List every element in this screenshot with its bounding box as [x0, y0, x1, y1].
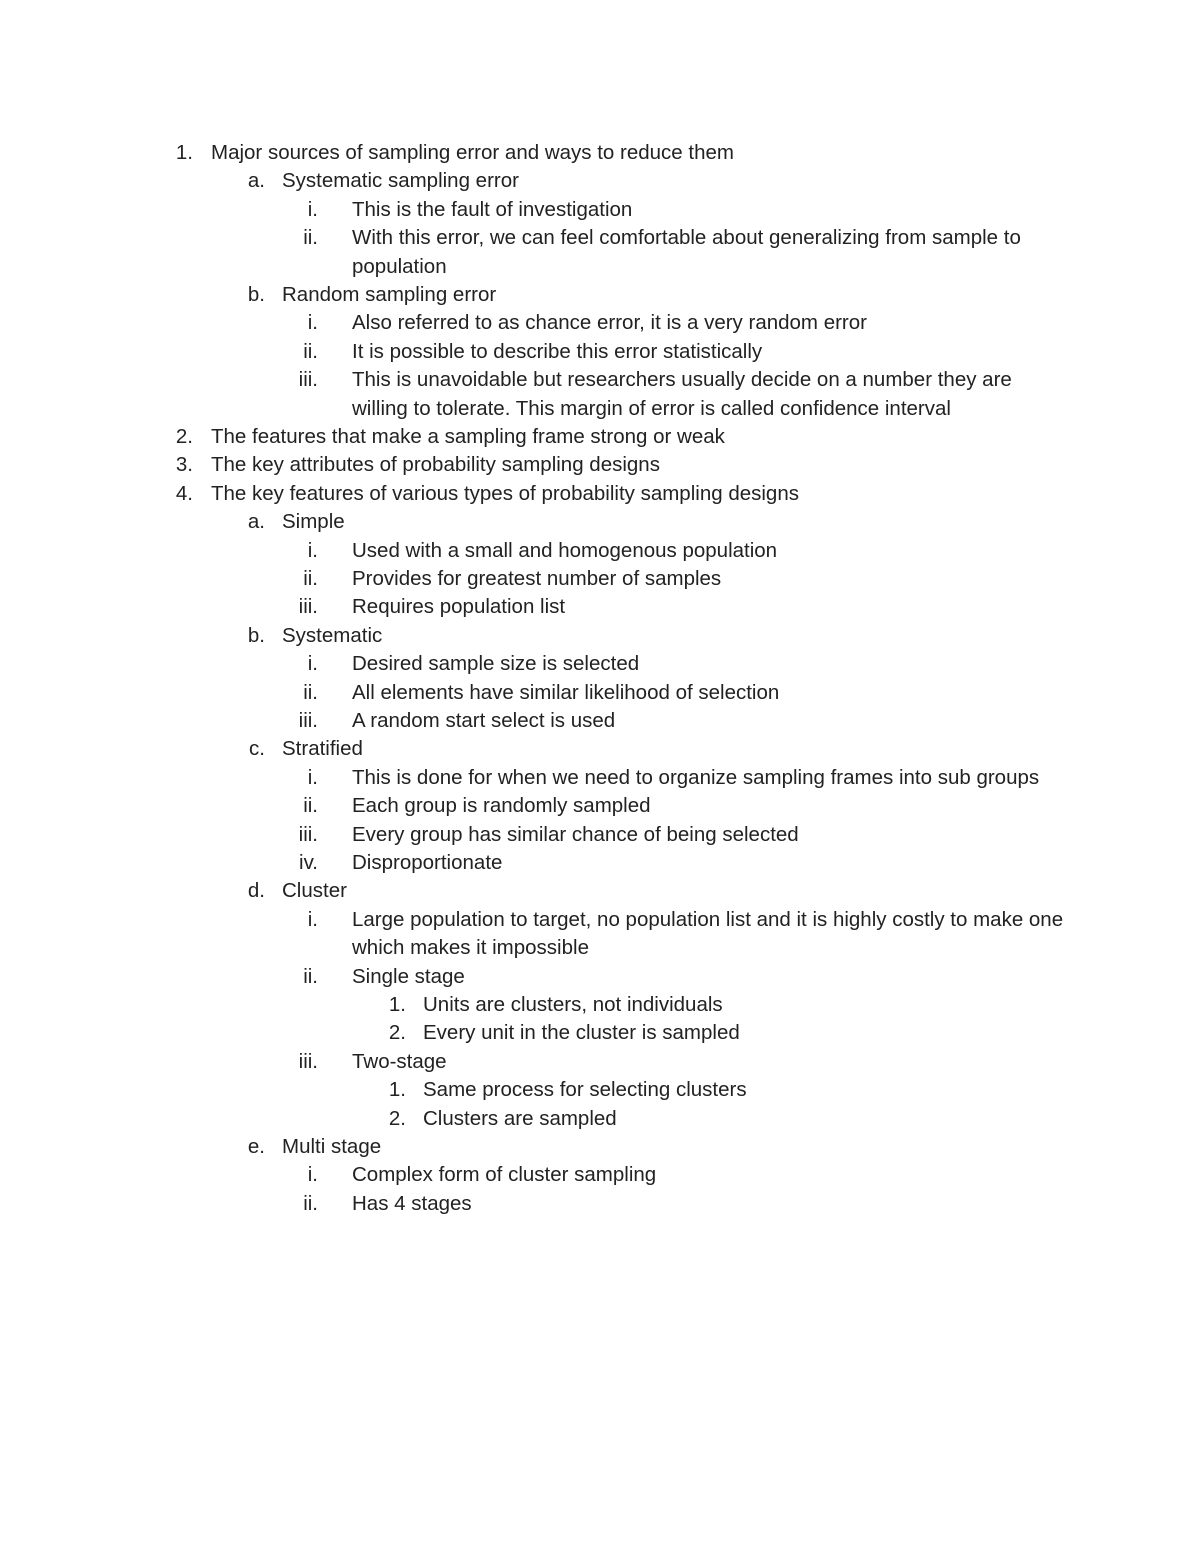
outline-item-level-3	[0, 309, 1200, 337]
list-item-text: Disproportionate	[352, 851, 503, 874]
list-marker: d.	[247, 879, 265, 903]
list-item-text: Systematic	[282, 623, 383, 647]
list-item-text: This is done for when we need to organize sampling frames into sub groups	[352, 765, 1040, 789]
list-item-text: This is the fault of investigation	[352, 197, 633, 221]
list-item-text: Also referred to as chance error, it is a very random error	[352, 311, 867, 335]
outline-item-level-3	[0, 196, 1200, 224]
outline-item-level-3	[0, 707, 1200, 735]
outline-item-level-3	[0, 679, 1200, 707]
list-marker: 1.	[388, 993, 406, 1016]
list-marker: i.	[307, 652, 318, 676]
list-marker: iii.	[298, 368, 318, 392]
list-item-text: Systematic sampling error	[282, 169, 519, 193]
list-item-text: Complex form of cluster sampling	[352, 1163, 657, 1187]
outline-item-level-2	[0, 1133, 1200, 1161]
list-marker: 3.	[175, 453, 193, 477]
list-marker: e.	[247, 1135, 265, 1158]
list-marker: ii.	[303, 680, 318, 704]
list-marker: a.	[247, 510, 265, 534]
list-item-text: The key features of various types of probability sampling designs	[211, 481, 799, 505]
list-item-text: Every unit in the cluster is sampled	[423, 1021, 740, 1045]
list-item-text: Two-stage	[352, 1049, 447, 1073]
outline-item-level-3	[0, 650, 1200, 678]
list-item-text: Each group is randomly sampled	[352, 794, 651, 818]
list-item-text: Major sources of sampling error and ways to reduce them	[211, 141, 734, 164]
list-item-text: This is unavoidable but researchers usually decide on a number they are willing to tolerate. This margin of error is called confidence interval	[352, 368, 1012, 420]
list-marker: ii.	[303, 1191, 318, 1215]
outline-item-level-1	[0, 139, 1200, 167]
list-marker: 1.	[388, 1078, 406, 1102]
list-marker: i.	[307, 538, 318, 562]
outline-item-level-1	[0, 423, 1200, 451]
list-marker: ii.	[303, 339, 318, 363]
list-marker: iv.	[299, 851, 318, 874]
outline-item-level-2	[0, 508, 1200, 536]
list-marker: a.	[247, 169, 265, 193]
list-item-text: Same process for selecting clusters	[423, 1078, 747, 1102]
outline-item-level-4	[0, 1076, 1200, 1104]
list-marker: i.	[307, 1163, 318, 1187]
list-item-text: The features that make a sampling frame strong or weak	[211, 425, 725, 448]
outline-item-level-2	[0, 877, 1200, 905]
list-marker: ii.	[303, 226, 318, 250]
list-marker: 2.	[388, 1021, 406, 1045]
list-marker: iii.	[298, 822, 318, 846]
outline-item-level-1	[0, 451, 1200, 479]
list-item-text: Desired sample size is selected	[352, 652, 640, 676]
outline-item-level-4	[0, 1105, 1200, 1133]
list-item-text: Multi stage	[282, 1135, 382, 1158]
list-item-text: Clusters are sampled	[423, 1106, 617, 1130]
list-item-text: A random start select is used	[352, 709, 616, 732]
list-marker: i.	[307, 197, 318, 221]
outline-item-level-3	[0, 1190, 1200, 1218]
outline-item-level-4	[0, 991, 1200, 1019]
list-item-text: Cluster	[282, 879, 347, 903]
list-item-text: All elements have similar likelihood of selection	[352, 680, 780, 704]
list-item-text: It is possible to describe this error statistically	[352, 339, 763, 363]
list-item-text: Single stage	[352, 964, 465, 988]
list-marker: i.	[307, 907, 318, 931]
outline-item-level-2	[0, 622, 1200, 650]
outline-item-level-2	[0, 281, 1200, 309]
outline-item-level-1	[0, 480, 1200, 508]
outline-item-level-3	[0, 1048, 1200, 1076]
outline-item-level-3	[0, 593, 1200, 621]
outline-item-level-3	[0, 1161, 1200, 1189]
list-marker: c.	[249, 737, 265, 761]
outline-item-level-3	[0, 906, 1200, 963]
list-item-text: Used with a small and homogenous population	[352, 538, 778, 562]
outline-item-level-3	[0, 764, 1200, 792]
list-marker: b.	[247, 623, 265, 647]
list-marker: i.	[307, 765, 318, 789]
outline-item-level-3	[0, 537, 1200, 565]
list-item-text: Random sampling error	[282, 283, 497, 306]
list-item-text: Large population to target, no population list and it is highly costly to make one which makes it impossible	[352, 907, 1064, 960]
list-marker: 4.	[175, 481, 193, 505]
list-marker: iii.	[298, 1049, 318, 1073]
list-item-text: Every group has similar chance of being selected	[352, 822, 799, 846]
list-item-text: Stratified	[282, 737, 363, 761]
list-marker: iii.	[298, 709, 318, 732]
list-marker: 1.	[175, 141, 193, 164]
outline-item-level-3	[0, 963, 1200, 991]
list-item-text: Units are clusters, not individuals	[423, 993, 723, 1016]
outline-item-level-3	[0, 792, 1200, 820]
outline-item-level-2	[0, 167, 1200, 195]
list-item-text: Requires population list	[352, 595, 566, 619]
outline-item-level-3	[0, 338, 1200, 366]
list-marker: 2.	[175, 425, 193, 448]
list-item-text: Provides for greatest number of samples	[352, 567, 722, 590]
list-item-text: With this error, we can feel comfortable about generalizing from sample to population	[352, 226, 1021, 278]
outline-item-level-3	[0, 366, 1200, 423]
list-marker: ii.	[303, 567, 318, 590]
list-item-text: The key attributes of probability sampling designs	[211, 453, 660, 477]
list-marker: i.	[307, 311, 318, 335]
list-marker: ii.	[303, 964, 318, 988]
outline-item-level-3	[0, 849, 1200, 877]
outline-item-level-2	[0, 735, 1200, 763]
list-marker: b.	[247, 283, 265, 306]
list-item-text: Simple	[282, 510, 345, 534]
list-marker: iii.	[298, 595, 318, 619]
list-marker: 2.	[388, 1106, 406, 1130]
outline-item-level-3	[0, 224, 1200, 281]
outline-item-level-4	[0, 1019, 1200, 1047]
list-item-text: Has 4 stages	[352, 1191, 472, 1215]
outline-item-level-3	[0, 821, 1200, 849]
outline-item-level-3	[0, 565, 1200, 593]
list-marker: ii.	[303, 794, 318, 818]
